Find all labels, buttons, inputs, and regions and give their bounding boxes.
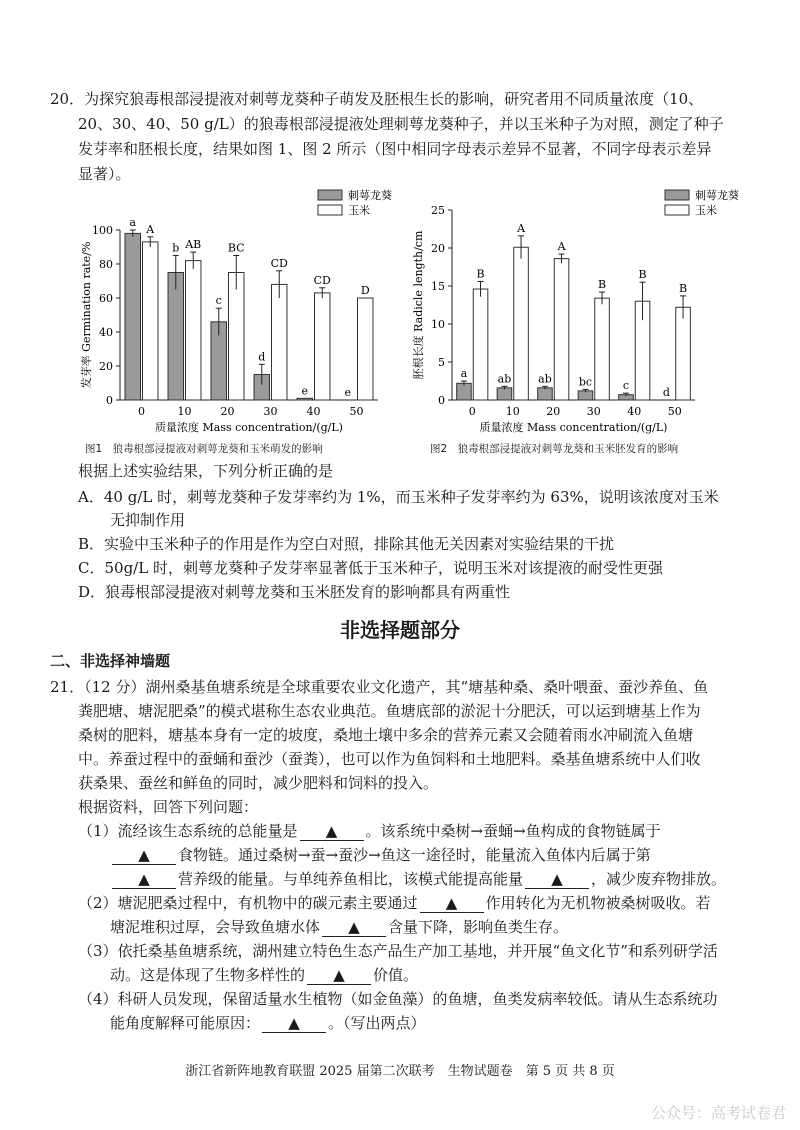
sub3-text-c: 价值。	[373, 966, 419, 984]
y-axis-label: 发芽率 Germination rate/%	[80, 241, 93, 389]
x-axis-label: 质量浓度 Mass concentration/(g/L)	[479, 421, 668, 434]
q20-option-b: B．实验中玉米种子的作用是作为空白对照，排除其他无关因素对实验结果的干扰	[78, 535, 615, 553]
significance-letter: d	[662, 386, 670, 399]
sub3-text-b: 动。这是体现了生物多样性的	[110, 966, 306, 984]
significance-letter: c	[215, 294, 222, 308]
answer-blank[interactable]: ▲	[112, 846, 176, 865]
bar-ciel	[497, 388, 512, 400]
bar-maize	[514, 247, 529, 400]
q21-sub2-line2	[110, 916, 568, 938]
legend-label: 玉米	[695, 204, 717, 217]
section-title: 非选择题部分	[340, 618, 460, 642]
q20-line-3: 发芽率和胚根长度，结果如图 1、图 2 所示（图中相同字母表示差异不显著，不同字母表示差异	[78, 140, 712, 158]
y-tick-label: 100	[92, 224, 113, 237]
radicle-length-chart	[410, 182, 740, 452]
y-tick-label: 20	[431, 242, 445, 255]
x-tick-label: 0	[138, 405, 145, 418]
bar-maize	[676, 307, 691, 400]
significance-letter: B	[597, 278, 607, 292]
significance-letter: A	[517, 221, 526, 235]
legend-label: 刺萼龙葵	[695, 189, 739, 202]
significance-letter: AB	[185, 238, 202, 252]
q20-line-2: 20、30、40、50 g/L）的狼毒根部浸提液处理刺萼龙葵种子，并以玉米种子为对照，测定了种子	[78, 115, 724, 133]
q20-option-c: C．50g/L 时，刺萼龙葵种子发芽率显著低于玉米种子，说明玉米对该提液的耐受性更强	[78, 559, 663, 577]
x-tick-label: 50	[349, 405, 364, 418]
x-tick-label: 40	[306, 405, 321, 418]
answer-blank[interactable]: ▲	[322, 918, 386, 937]
q21-sub3-line2	[110, 964, 418, 986]
y-tick-label: 20	[99, 360, 113, 373]
q20-prompt: 根据上述实验结果，下列分析正确的是	[78, 462, 334, 480]
q21-intro-4: 中。养蚕过程中的蚕蛹和蚕沙（蚕粪），也可以作为鱼饲料和土地肥料。桑基鱼塘系统中人们收	[78, 750, 701, 768]
y-tick-label: 60	[99, 292, 113, 305]
significance-letter: BC	[227, 241, 245, 255]
bar-maize	[186, 261, 201, 400]
x-tick-label: 30	[263, 405, 278, 418]
significance-letter: ab	[497, 372, 512, 386]
bar-ciel	[297, 398, 312, 400]
significance-letter: CD	[313, 273, 331, 287]
legend-swatch	[665, 205, 689, 215]
y-tick-label: 80	[99, 258, 113, 271]
q21-intro-2: 粪肥塘、塘泥肥桑”的模式堪称生态农业典范。鱼塘底部的淤泥十分肥沃，可以运到塘基上作为	[78, 702, 701, 720]
answer-blank[interactable]: ▲	[525, 870, 589, 889]
sub1-text-d: 营养级的能量。与单纯养鱼相比，该模式能提高能量	[178, 870, 524, 888]
significance-letter: e	[344, 386, 352, 399]
bar-ciel	[125, 233, 140, 400]
q20-line-4: 显著）。	[78, 165, 131, 183]
y-tick-label: 0	[106, 394, 113, 407]
bar-ciel	[457, 383, 472, 400]
bar-ciel	[538, 388, 553, 400]
figure-1-caption: 图1 狼毒根部浸提液对刺萼龙葵和玉米萌发的影响	[85, 443, 323, 455]
sub1-text-b: 。该系统中桑树→蚕蛹→鱼构成的食物链属于	[365, 822, 661, 840]
q20-line-1: 20．为探究狼毒根部浸提液对刺萼龙葵种子萌发及胚根生长的影响，研究者用不同质量浓度（10、	[50, 90, 704, 108]
sub2-text-c: 塘泥堆积过厚，会导致鱼塘水体	[110, 918, 321, 936]
answer-blank[interactable]: ▲	[112, 870, 176, 889]
sub2-text-a: （2）塘泥肥桑过程中，有机物中的碳元素主要通过	[78, 894, 418, 912]
answer-blank[interactable]: ▲	[262, 1014, 326, 1033]
q21-intro-3: 桑树的肥料，塘基本身有一定的坡度，桑地土壤中多余的营养元素又会随着雨水冲刷流入鱼塘	[78, 726, 694, 744]
y-tick-label: 10	[431, 318, 445, 331]
q21-sub4-line1: （4）科研人员发现，保留适量水生植物（如金鱼藻）的鱼塘，鱼类发病率较低。请从生态系统功	[78, 990, 718, 1008]
sub2-text-b: 作用转化为无机物被桑树吸收。若	[485, 894, 711, 912]
q21-sub1-line3	[110, 868, 726, 890]
x-tick-label: 0	[468, 405, 476, 418]
significance-letter: A	[557, 240, 566, 254]
significance-letter: A	[146, 222, 155, 236]
germination-chart	[78, 182, 398, 452]
significance-letter: a	[129, 216, 137, 229]
significance-letter: d	[258, 350, 266, 364]
x-axis-label: 质量浓度 Mass concentration/(g/L)	[155, 421, 343, 434]
x-tick-label: 20	[546, 405, 561, 418]
significance-letter: B	[476, 267, 485, 281]
bar-maize	[358, 298, 373, 400]
part2-heading: 二、非选择神墙题	[50, 652, 171, 670]
significance-letter: a	[460, 367, 468, 380]
page-footer: 浙江省新阵地教育联盟 2025 届第二次联考 生物试题卷 第 5 页 共 8 页	[185, 1064, 615, 1079]
y-tick-label: 0	[438, 394, 445, 407]
sub2-text-d: 含量下降，影响鱼类生存。	[388, 918, 569, 936]
legend-swatch	[318, 205, 342, 215]
legend-label: 刺萼龙葵	[348, 189, 392, 202]
sub1-text-c: 食物链。通过桑树→蚕→蚕沙→鱼这一途径时，能量流入鱼体内后属于第	[178, 846, 651, 864]
significance-letter: b	[172, 241, 180, 255]
watermark: 公众号：高考试卷君	[650, 1104, 786, 1122]
significance-letter: B	[638, 268, 647, 282]
y-tick-label: 15	[431, 280, 445, 293]
significance-letter: CD	[270, 256, 288, 270]
y-tick-label: 40	[99, 326, 113, 339]
y-axis-label: 胚根长度 Radicle length/cm	[412, 230, 425, 380]
q21-prompt: 根据资料，回答下列问题：	[78, 798, 259, 816]
bar-maize	[595, 298, 610, 400]
sub1-text-a: （1）流经该生态系统的总能量是	[78, 822, 298, 840]
bar-maize	[473, 289, 488, 400]
x-tick-label: 50	[667, 405, 682, 418]
bar-ciel	[168, 273, 183, 401]
legend-label: 玉米	[348, 204, 370, 217]
sub4-text-c: 。（写出两点）	[328, 1014, 426, 1032]
sub1-text-e: ，减少废弃物排放。	[591, 870, 727, 888]
q20-option-a: A．40 g/L 时，刺萼龙葵种子发芽率约为 1%，而玉米种子发芽率约为 63%，说明该浓度对玉米	[78, 488, 719, 506]
q20-option-a-cont: 无抑制作用	[110, 511, 186, 529]
significance-letter: B	[678, 281, 688, 295]
answer-blank[interactable]: ▲	[300, 822, 364, 841]
significance-letter: bc	[578, 375, 593, 389]
x-tick-label: 10	[177, 405, 192, 418]
answer-blank[interactable]: ▲	[420, 894, 484, 913]
y-tick-label: 25	[431, 204, 445, 217]
q20-option-d: D．狼毒根部浸提液对刺萼龙葵和玉米胚发育的影响都具有两重性	[78, 583, 511, 601]
q21-sub2-line1	[78, 892, 711, 914]
bar-maize	[315, 293, 330, 400]
bar-maize	[272, 284, 287, 400]
bar-maize	[143, 242, 158, 400]
q21-sub4-line2	[110, 1012, 426, 1034]
sub4-text-b: 能角度解释可能原因：	[110, 1014, 261, 1032]
significance-letter: D	[360, 284, 370, 297]
x-tick-label: 30	[586, 405, 601, 418]
y-tick-label: 5	[438, 356, 445, 369]
x-tick-label: 10	[505, 405, 520, 418]
legend-swatch	[318, 190, 342, 200]
significance-letter: c	[622, 379, 630, 393]
q21-sub1-line2	[110, 844, 651, 866]
legend-swatch	[665, 190, 689, 200]
figure-2-caption: 图2 狼毒根部浸提液对刺萼龙葵和玉米胚发育的影响	[430, 443, 679, 455]
significance-letter: ab	[538, 372, 552, 386]
q21-intro-1: 21．（12 分）湖州桑基鱼塘系统是全球重要农业文化遗产，其“塘基种桑、桑叶喂蚕、蚕沙养鱼、鱼	[50, 678, 709, 696]
x-tick-label: 40	[627, 405, 642, 418]
q21-intro-5: 获桑果、蚕丝和鲜鱼的同时，减少肥料和饲料的投入。	[78, 774, 439, 792]
bar-maize	[554, 259, 569, 400]
bar-maize	[229, 273, 244, 401]
x-tick-label: 20	[220, 405, 235, 418]
answer-blank[interactable]: ▲	[307, 966, 371, 985]
q21-sub1-line1	[78, 820, 661, 842]
significance-letter: e	[301, 384, 309, 398]
q21-sub3-line1: （3）依托桑基鱼塘系统，湖州建立特色生态产品生产加工基地，并开展“鱼文化节”和系列研学活	[78, 942, 718, 960]
